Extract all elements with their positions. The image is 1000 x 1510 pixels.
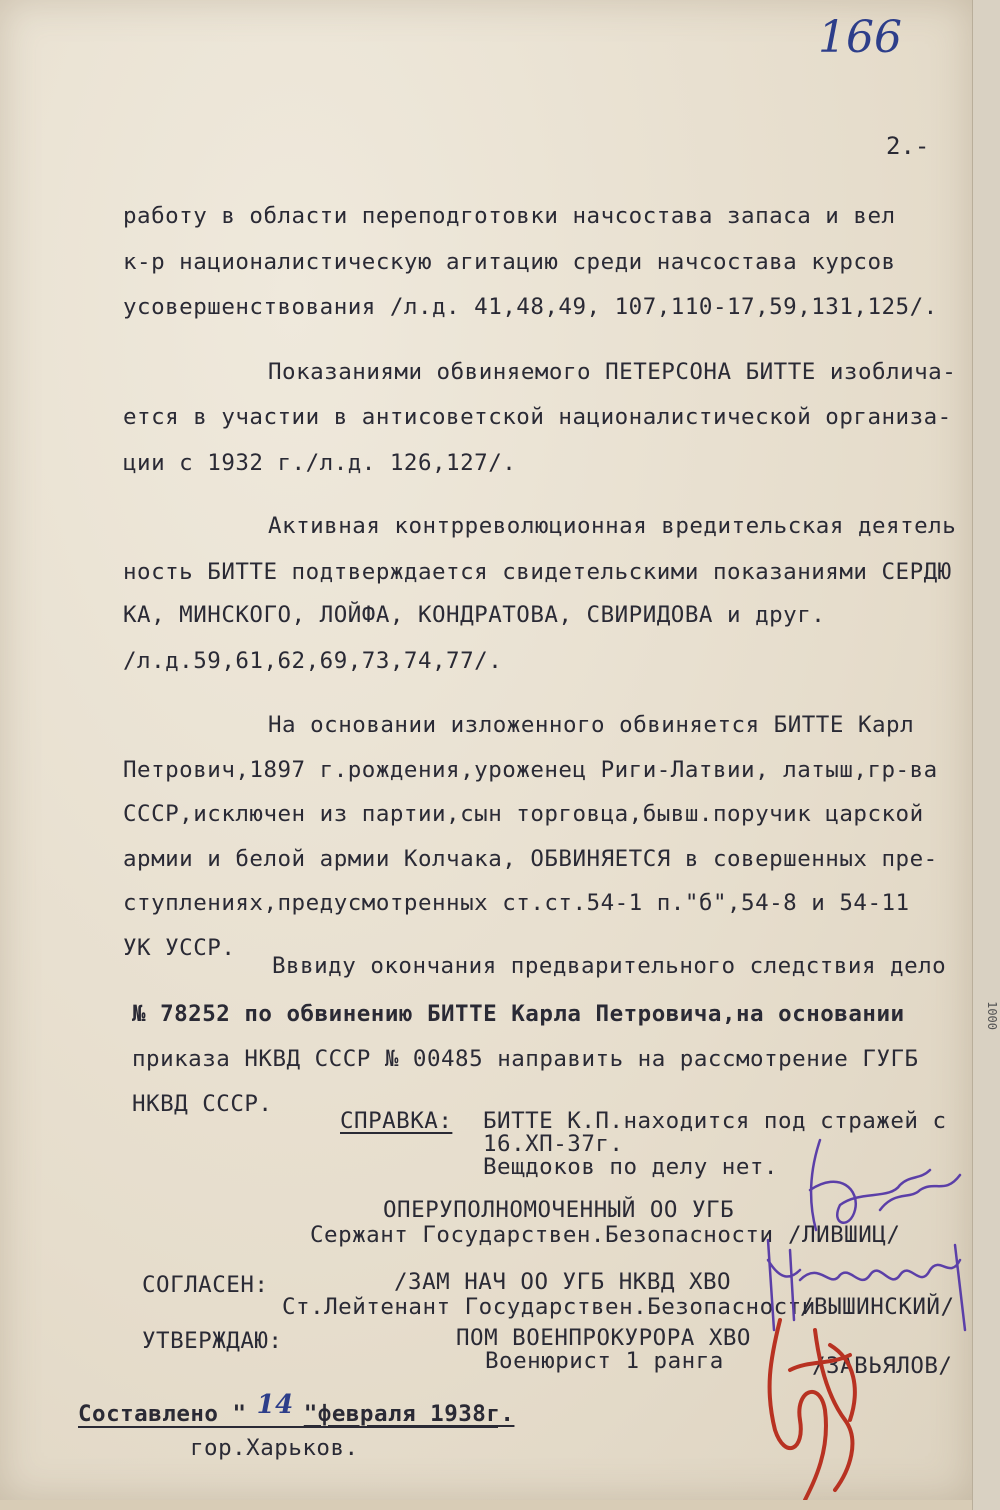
composed-day: 14 (256, 1390, 294, 1420)
prosecutor-title: ПОМ ВОЕНПРОКУРОРА ХВО (456, 1325, 751, 1351)
handwritten-signatures (760, 1130, 975, 1510)
body-line: СССР,исключен из партии,сын торговца,бывш.поручик царской (123, 801, 924, 827)
folio-number: 166 (818, 12, 902, 63)
body-line: ции с 1932 г./л.д. 126,127/. (123, 450, 517, 476)
spravka-line: 16.ХП-37г. (483, 1131, 624, 1157)
body-line: КА, МИНСКОГО, ЛОЙФА, КОНДРАТОВА, СВИРИДОВА и друг. (123, 602, 826, 628)
page-bottom-edge (0, 1500, 972, 1510)
body-line: армии и белой армии Колчака, ОБВИНЯЕТСЯ в совершенных пре- (123, 846, 938, 872)
body-line: НКВД СССР. (132, 1091, 273, 1117)
spravka-label: СПРАВКА: (340, 1108, 453, 1134)
body-line: Вввиду окончания предварительного следствия дело (272, 953, 947, 979)
body-line: приказа НКВД СССР № 00485 направить на рассмотрение ГУГБ (132, 1046, 919, 1072)
body-line: Активная контрреволюционная вредительская деятель (268, 513, 957, 539)
body-line: На основании изложенного обвиняется БИТТЕ Карл (268, 712, 915, 738)
operative-name: /ЛИВШИЦ/ (788, 1222, 901, 1248)
deputy-name: /ВЫШИНСКИЙ/ (800, 1294, 955, 1320)
operative-title: ОПЕРУПОЛНОМОЧЕННЫЙ ОО УГБ (383, 1197, 735, 1223)
prosecutor-name: /ЗАВЬЯЛОВ/ (812, 1353, 953, 1379)
deputy-title: /ЗАМ НАЧ ОО УГБ НКВД ХВО (394, 1269, 732, 1295)
composed-underline (78, 1426, 498, 1428)
body-line: работу в области переподготовки начсостава запаса и вел (123, 203, 896, 229)
body-line: ность БИТТЕ подтверждается свидетельскими показаниями СЕРДЮ (123, 559, 952, 585)
body-line: ется в участии в антисоветской националистической организа- (123, 404, 952, 430)
composed-suffix: "февраля 1938г. (303, 1401, 515, 1427)
page-number: 2.- (886, 132, 930, 160)
operative-rank: Сержант Государствен.Безопасности (310, 1222, 774, 1248)
body-line: к-р националистическую агитацию среди начсостава курсов (123, 249, 896, 275)
deputy-rank: Ст.Лейтенант Государствен.Безопасности (282, 1294, 816, 1320)
body-line: ступлениях,предусмотренных ст.ст.54-1 п."б",54-8 и 54-11 (123, 890, 910, 916)
body-line: усовершенствования /л.д. 41,48,49, 107,110-17,59,131,125/. (123, 294, 938, 320)
body-line: /л.д.59,61,62,69,73,74,77/. (123, 648, 503, 674)
composed-date (78, 1390, 515, 1427)
approve-label: УТВЕРЖДАЮ: (142, 1328, 283, 1354)
city: гор.Харьков. (190, 1435, 359, 1461)
body-line: Показаниями обвиняемого ПЕТЕРСОНА БИТТЕ изоблича- (268, 359, 957, 385)
edge-label: 1000 (985, 1001, 999, 1030)
body-line: УК УССР. (123, 935, 236, 961)
underlying-sheet-edge (972, 0, 1000, 1510)
composed-prefix: Составлено " (78, 1401, 247, 1427)
agree-label: СОГЛАСЕН: (142, 1272, 269, 1298)
body-line: № 78252 по обвинению БИТТЕ Карла Петровича,на основании (132, 1001, 905, 1027)
prosecutor-rank: Военюрист 1 ранга (485, 1348, 724, 1374)
spravka-line: БИТТЕ К.П.находится под стражей с (483, 1108, 947, 1134)
body-line: Петрович,1897 г.рождения,уроженец Риги-Латвии, латыш,гр-ва (123, 757, 938, 783)
spravka-line: Вещдоков по делу нет. (483, 1154, 778, 1180)
